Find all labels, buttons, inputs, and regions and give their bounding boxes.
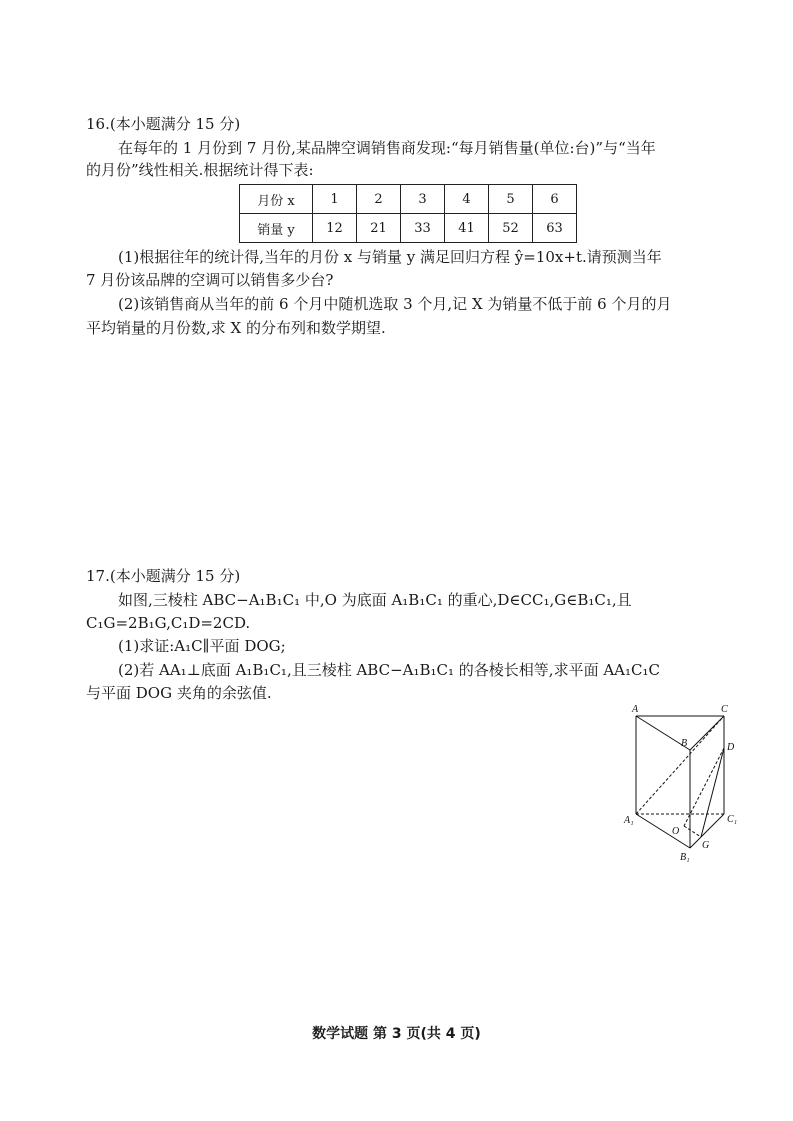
- q16-part1-line1: (1)根据往年的统计得,当年的月份 x 与销量 y 满足回归方程 ŷ=10x+t.请预测当年: [118, 248, 662, 266]
- table-cell: 4: [445, 185, 489, 214]
- edge-BC: [690, 716, 724, 750]
- label-B1: B₁: [680, 852, 690, 863]
- q17-part2-line2: 与平面 DOG 夹角的余弦值.: [86, 684, 272, 702]
- q16-part1-line2: 7 月份该品牌的空调可以销售多少台?: [86, 271, 334, 289]
- label-O: O: [672, 826, 680, 837]
- prism-figure: [620, 700, 750, 880]
- label-G: G: [702, 840, 710, 851]
- q16-part2-line1: (2)该销售商从当年的前 6 个月中随机选取 3 个月,记 X 为销量不低于前 6 个月的月: [118, 295, 672, 313]
- table-row-sales: [240, 214, 577, 243]
- q17-title: 17.(本小题满分 15 分): [86, 567, 241, 585]
- label-C1: C₁: [727, 814, 738, 825]
- table-cell: 1: [313, 185, 357, 214]
- q17-part1: (1)求证:A₁C∥平面 DOG;: [118, 637, 286, 655]
- table-cell: 52: [489, 214, 533, 243]
- q16-intro-line1: 在每年的 1 月份到 7 月份,某品牌空调销售商发现:“每月销售量(单位:台)”与“当年: [118, 139, 656, 157]
- sales-table: [239, 184, 577, 243]
- row-header-sales: 销量 y: [240, 214, 313, 243]
- q16-title: 16.(本小题满分 15 分): [86, 115, 241, 133]
- table-cell: 33: [401, 214, 445, 243]
- table-cell: 63: [533, 214, 577, 243]
- label-A: A: [632, 704, 639, 715]
- table-cell: 41: [445, 214, 489, 243]
- q16-part2-line2: 平均销量的月份数,求 X 的分布列和数学期望.: [86, 319, 386, 337]
- page-footer: 数学试题 第 3 页(共 4 页): [312, 1026, 481, 1042]
- edge-DG: [701, 748, 724, 837]
- table-cell: 2: [357, 185, 401, 214]
- table-cell: 3: [401, 185, 445, 214]
- table-row-months: [240, 185, 577, 214]
- edge-OG: [684, 826, 701, 837]
- label-A1: A₁: [624, 815, 634, 826]
- table-cell: 5: [489, 185, 533, 214]
- q17-intro-line1: 如图,三棱柱 ABC−A₁B₁C₁ 中,O 为底面 A₁B₁C₁ 的重心,D∈CC₁,G∈B₁C₁,且: [118, 591, 632, 609]
- edge-A1B1: [636, 814, 690, 848]
- q17-intro-line2: C₁G=2B₁G,C₁D=2CD.: [86, 614, 251, 632]
- label-C: C: [721, 704, 728, 715]
- table-cell: 6: [533, 185, 577, 214]
- row-header-month: 月份 x: [240, 185, 313, 214]
- label-D: D: [727, 742, 735, 753]
- table-cell: 12: [313, 214, 357, 243]
- q16-intro-line2: 的月份”线性相关.根据统计得下表:: [86, 161, 314, 179]
- table-cell: 21: [357, 214, 401, 243]
- label-B: B: [681, 738, 688, 749]
- q17-part2-line1: (2)若 AA₁⊥底面 A₁B₁C₁,且三棱柱 ABC−A₁B₁C₁ 的各棱长相等,求平面 AA₁C₁C: [118, 661, 660, 679]
